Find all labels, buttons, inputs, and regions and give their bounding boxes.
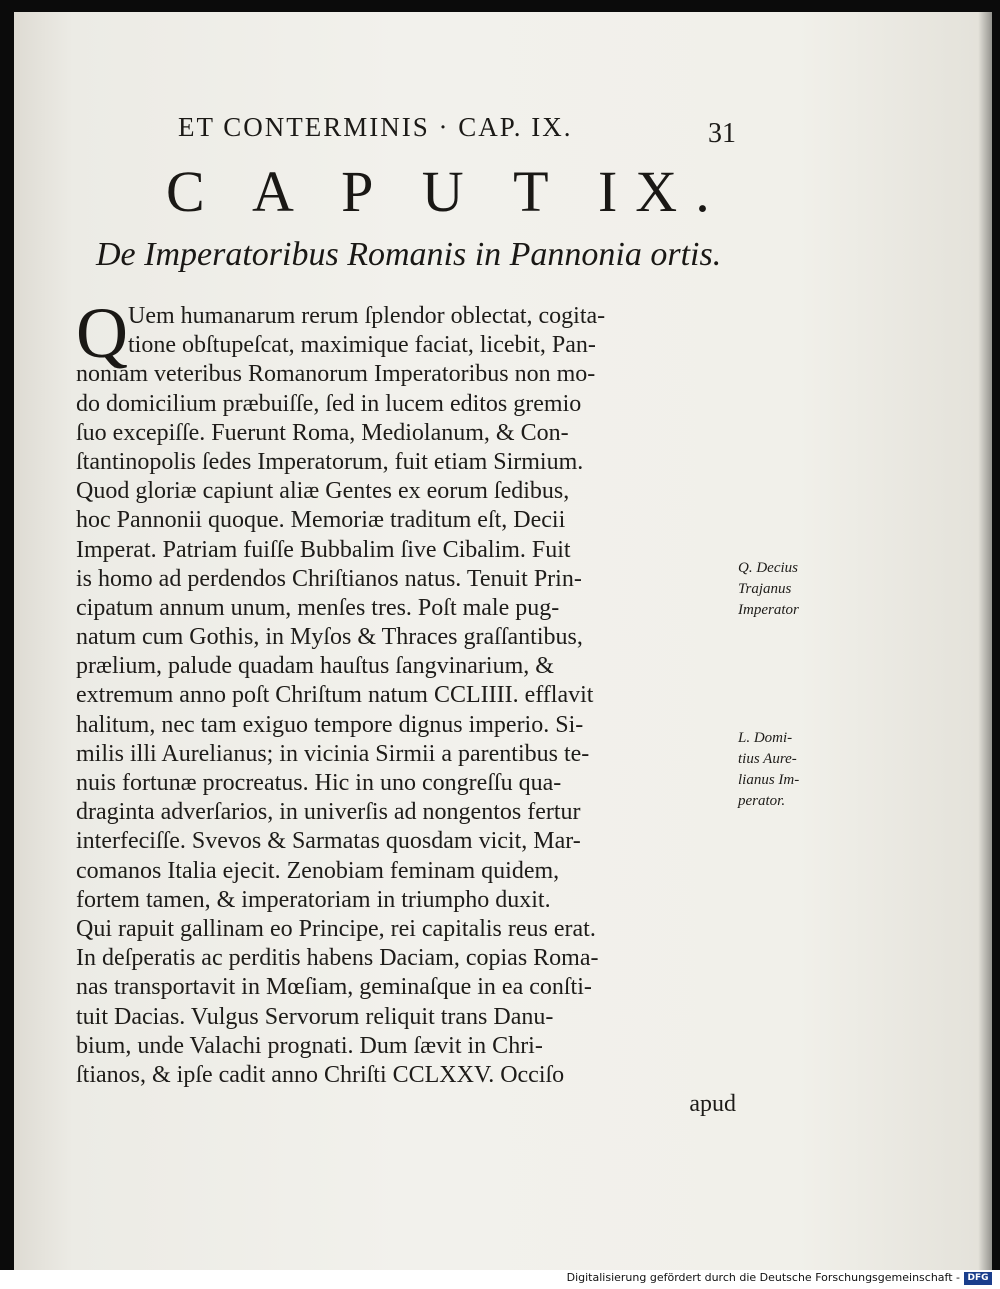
body-line: Quod gloriæ capiunt aliæ Gentes ex eorum ſedibus,: [76, 478, 570, 505]
body-line: extremum anno poſt Chriſtum natum CCLIIII. efflavit: [76, 682, 594, 709]
body-line: comanos Italia ejecit. Zenobiam feminam quidem,: [76, 857, 560, 884]
margin-note-line: Q. Decius: [738, 560, 798, 576]
drop-capital: Q: [76, 293, 128, 373]
page-edge-shadow: [978, 12, 992, 1270]
body-line: draginta adverſarios, in univerſis ad nongentos fertur: [76, 799, 581, 826]
dfg-logo-icon: DFG: [964, 1272, 992, 1285]
body-line: Uem humanarum rerum ſplendor oblectat, cogita-: [128, 303, 606, 329]
body-line: fortem tamen, & imperatoriam in triumpho duxit.: [76, 886, 551, 913]
body-line: noniam veteribus Romanorum Imperatoribus non mo-: [76, 361, 596, 388]
page-number: 31: [708, 118, 736, 149]
body-line: Qui rapuit gallinam eo Principe, rei capitalis reus erat.: [76, 915, 596, 942]
body-line: do domicilium præbuiſſe, ſed in lucem editos gremio: [76, 390, 582, 417]
body-line: ſtianos, & ipſe cadit anno Chriſti CCLXXV. Occiſo: [76, 1061, 565, 1088]
body-line: halitum, nec tam exiguo tempore dignus imperio. Si-: [76, 711, 584, 738]
body-line: tione obſtupeſcat, maximique faciat, licebit, Pan-: [128, 332, 596, 359]
margin-note-line: Trajanus: [738, 581, 792, 597]
body-line: cipatum annum unum, menſes tres. Poſt male pug-: [76, 594, 560, 621]
margin-note-decius: [738, 558, 838, 621]
body-line: interfeciſſe. Svevos & Sarmatas quosdam vicit, Mar-: [76, 828, 581, 855]
chapter-title: C A P U T IX.: [166, 159, 728, 224]
margin-note-line: tius Aure-: [738, 751, 797, 767]
margin-note-line: L. Domi-: [738, 730, 793, 746]
body-line: bium, unde Valachi prognati. Dum ſævit in Chri-: [76, 1032, 543, 1059]
funding-credit: Digitalisierung gefördert durch die Deutsche Forschungsgemeinschaft -: [566, 1271, 960, 1284]
body-line: hoc Pannonii quoque. Memoriæ traditum eſt, Decii: [76, 507, 566, 534]
margin-note-line: Imperator: [738, 602, 799, 618]
body-text: [76, 293, 736, 1119]
body-line: natum cum Gothis, in Myſos & Thraces graſſantibus,: [76, 624, 583, 651]
body-line: nuis fortunæ procreatus. Hic in uno congreſſu qua-: [76, 770, 562, 796]
body-line: milis illi Aurelianus; in vicinia Sirmii a parentibus te-: [76, 740, 590, 767]
running-head: ET CONTERMINIS · CAP. IX.: [178, 112, 573, 142]
body-line: In deſperatis ac perditis habens Daciam, copias Roma-: [76, 945, 599, 972]
body-line: Imperat. Patriam fuiſſe Bubbalim ſive Cibalim. Fuit: [76, 536, 571, 563]
body-line: prælium, palude quadam hauſtus ſangvinarium, &: [76, 653, 554, 680]
body-line: nas transportavit in Mœſiam, geminaſque in ea conſti-: [76, 974, 592, 1001]
body-line: tuit Dacias. Vulgus Servorum reliquit trans Danu-: [76, 1003, 554, 1030]
body-line: ſtantinopolis ſedes Imperatorum, fuit etiam Sirmium.: [76, 448, 584, 475]
catchword: apud: [689, 1091, 736, 1118]
chapter-subtitle: De Imperatoribus Romanis in Pannonia ortis.: [96, 236, 722, 273]
body-line: is homo ad perdendos Chriſtianos natus. Tenuit Prin-: [76, 565, 582, 592]
margin-note-line: lianus Im-: [738, 772, 800, 788]
margin-note-line: perator.: [738, 793, 786, 809]
body-line: ſuo excepiſſe. Fuerunt Roma, Mediolanum, & Con-: [76, 419, 569, 446]
margin-note-aurelianus: [738, 728, 838, 812]
